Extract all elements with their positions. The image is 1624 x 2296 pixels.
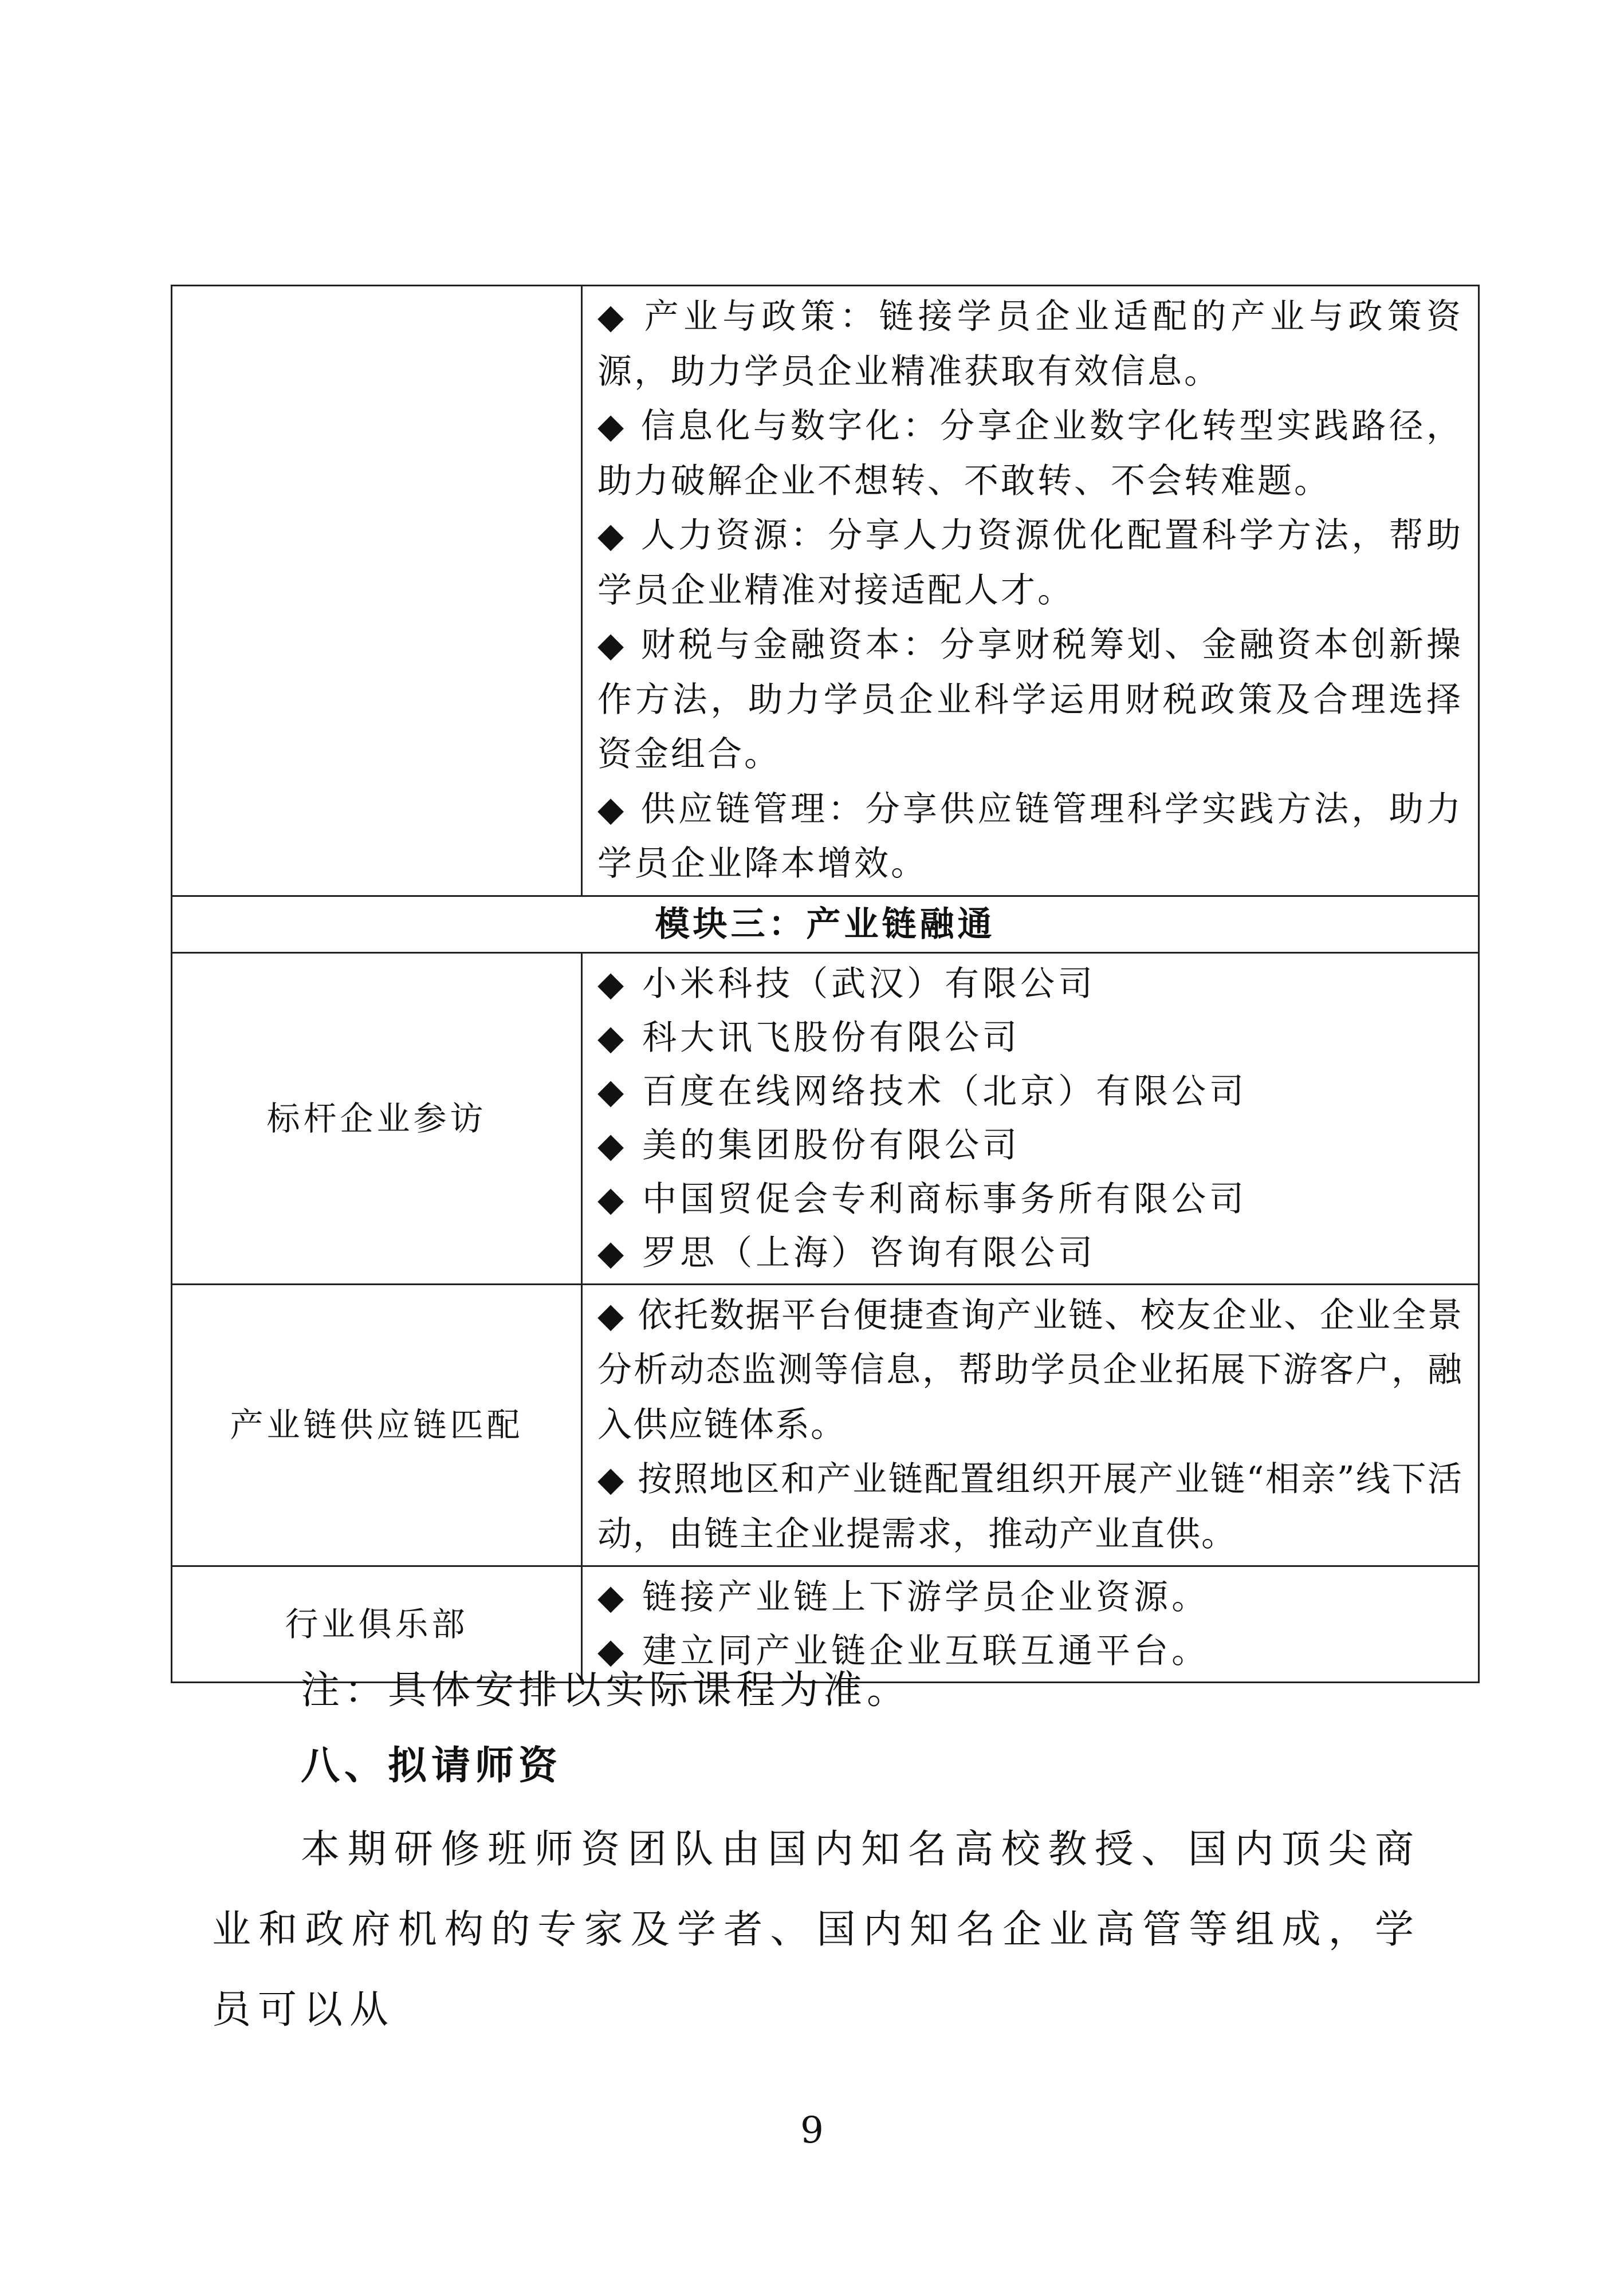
- club-item-text: 建立同产业链企业互联互通平台。: [642, 1631, 1210, 1671]
- company-name: 科大讯飞股份有限公司: [642, 1017, 1021, 1058]
- list-item: [597, 1065, 1463, 1119]
- list-item: [597, 957, 1463, 1011]
- table-row-module: [172, 896, 1479, 952]
- diamond-bullet-icon: ◆: [597, 1071, 628, 1112]
- diamond-bullet-icon: ◆: [597, 963, 628, 1004]
- page-number: 9: [800, 2109, 824, 2152]
- diamond-bullet-icon: ◆: [597, 1017, 628, 1058]
- module-title: 模块三：产业链融通: [172, 896, 1479, 952]
- company-name: 小米科技（武汉）有限公司: [642, 963, 1096, 1004]
- benchmark-content-cell: [582, 952, 1479, 1284]
- diamond-bullet-icon: ◆: [597, 1125, 628, 1165]
- list-item: ◆ 产业与政策：链接学员企业适配的产业与政策资源，助力学员企业精准获取有效信息。: [597, 297, 1463, 392]
- body-paragraph: 本期研修班师资团队由国内知名高校教授、国内顶尖商业和政府机构的专家及学者、国内知名企业高管等组成，学员可以从: [212, 1827, 1421, 2033]
- diamond-bullet-icon: ◆: [597, 1577, 628, 1617]
- table-row-benchmark: [172, 952, 1479, 1284]
- benchmark-label: 标杆企业参访: [172, 952, 582, 1284]
- course-table: [171, 285, 1480, 1683]
- resource-category-cell: [172, 286, 582, 896]
- supply-chain-label: 产业链供应链匹配: [172, 1284, 582, 1566]
- list-item: ◆ 依托数据平台便捷查询产业链、校友企业、企业全景分析动态监测等信息，帮助学员企业拓展下游客户，融入供应链体系。: [597, 1295, 1463, 1445]
- list-item: [597, 1226, 1463, 1280]
- diamond-bullet-icon: ◆: [597, 1179, 628, 1219]
- list-item: ◆ 人力资源：分享人力资源优化配置科学方法，帮助学员企业精准对接适配人才。: [597, 515, 1463, 611]
- list-item: [597, 1570, 1463, 1624]
- list-item: [597, 1172, 1463, 1226]
- club-item-text: 链接产业链上下游学员企业资源。: [642, 1577, 1210, 1617]
- table-row-supply-chain: [172, 1284, 1479, 1566]
- company-name: 中国贸促会专利商标事务所有限公司: [642, 1179, 1248, 1219]
- list-item: [597, 1011, 1463, 1065]
- company-name: 罗思（上海）咨询有限公司: [642, 1232, 1096, 1273]
- club-label: 行业俱乐部: [172, 1566, 582, 1683]
- resource-content-cell: [582, 286, 1479, 896]
- company-name: 百度在线网络技术（北京）有限公司: [642, 1071, 1248, 1112]
- diamond-bullet-icon: ◆: [597, 1232, 628, 1273]
- list-item: ◆ 财税与金融资本：分享财税筹划、金融资本创新操作方法，助力学员企业科学运用财税政策及合理选择资金组合。: [597, 625, 1463, 774]
- diamond-bullet-icon: ◆: [597, 1631, 628, 1671]
- note-text: 注：具体安排以实际课程为准。: [301, 1668, 911, 1713]
- company-name: 美的集团股份有限公司: [642, 1125, 1021, 1165]
- list-item: [597, 1119, 1463, 1172]
- list-item: ◆ 信息化与数字化：分享企业数字化转型实践路径，助力破解企业不想转、不敢转、不会转难题。: [597, 406, 1463, 501]
- table-row-resources: [172, 286, 1479, 896]
- list-item: ◆ 按照地区和产业链配置组织开展产业链“相亲”线下活动，由链主企业提需求，推动产业直供。: [597, 1459, 1463, 1554]
- supply-chain-content-cell: [582, 1284, 1479, 1566]
- section-heading: 八、拟请师资: [301, 1743, 563, 1789]
- list-item: ◆ 供应链管理：分享供应链管理科学实践方法，助力学员企业降本增效。: [597, 789, 1463, 884]
